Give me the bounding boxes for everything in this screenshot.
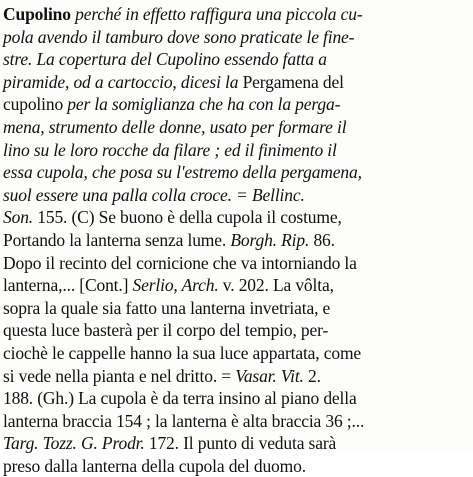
italic-run: mena, strumento delle donne, usato per formare il: [3, 116, 347, 137]
italic-run: piramide, od a cartoccio, dicesi la: [3, 71, 243, 92]
text-line: [3, 319, 469, 342]
text-line: [3, 410, 469, 433]
italic-run: Son.: [3, 207, 34, 228]
italic-run: pola avendo il tamburo dove sono praticate le fine-: [3, 26, 355, 47]
italic-run: Serlio, Arch.: [132, 275, 219, 296]
text-line: [3, 455, 469, 477]
text-line: [3, 48, 469, 71]
italic-run: Targ. Tozz. G. Prodr.: [3, 433, 145, 454]
text-line: [3, 139, 469, 162]
text-run: si vede nella pianta e nel dritto. =: [3, 365, 236, 386]
italic-run: Borgh. Rip.: [230, 229, 310, 250]
text-run: preso dalla lanterna della cupola del duomo.: [3, 455, 306, 476]
italic-run: Bellinc.: [251, 184, 305, 205]
text-line: [3, 274, 469, 297]
text-run: 155. (C) Se buono è della cupola il costume,: [33, 207, 342, 228]
text-run: 86.: [309, 229, 335, 250]
text-run: lanterna braccia 154 ; la lanterna è alta braccia 36 ;...: [3, 410, 365, 431]
italic-run: Vasar. Vit.: [235, 365, 304, 386]
text-line: [3, 3, 469, 26]
text-line: [3, 206, 469, 229]
text-line: [3, 297, 469, 320]
text-run: Portando la lanterna senza lume.: [3, 229, 231, 250]
text-line: [3, 432, 469, 455]
text-line: [3, 116, 469, 139]
headword: Cupolino: [3, 4, 71, 24]
italic-run: lino su le loro rocche da filare ; ed il finimento il: [3, 139, 337, 160]
text-line: [3, 387, 469, 410]
text-line: [3, 365, 469, 388]
text-line: [3, 229, 469, 252]
text-run: 2.: [303, 365, 321, 386]
italic-run: perché in effetto raffigura una piccola cu-: [70, 4, 363, 24]
italic-run: suol essere una palla colla croce. =: [3, 184, 252, 205]
italic-run: stre. La copertura del Cupolino essendo fatta a: [3, 49, 327, 70]
text-line: [3, 342, 469, 365]
italic-run: essa cupola, che posa su l'estremo della pergamena,: [3, 162, 362, 183]
text-run: lanterna,... [Cont.]: [3, 275, 133, 296]
text-run: 188. (Gh.) La cupola è da terra insino al piano della: [3, 388, 357, 409]
text-line: [3, 252, 469, 275]
text-run: ciochè le cappelle hanno la sua luce appartata, come: [3, 342, 362, 363]
italic-run: per la somiglianza che ha con la perga-: [63, 94, 341, 115]
text-run: cupolino: [3, 94, 64, 115]
text-run: Dopo il recinto del cornicione che va intorniando la: [3, 252, 357, 273]
text-line: [3, 71, 469, 94]
text-run: Pergamena del: [242, 71, 344, 92]
text-run: 172. Il punto di veduta sarà: [144, 433, 337, 454]
text-line: [3, 184, 469, 207]
text-line: [3, 93, 469, 116]
text-line: [3, 161, 469, 184]
text-run: sopra la quale sia fatto una lanterna invetriata, e: [3, 297, 331, 318]
dictionary-entry-text: [3, 3, 469, 477]
text-line: [3, 26, 469, 49]
text-run: v. 202. La vôlta,: [218, 275, 334, 296]
text-run: questa luce basterà per il corpo del tempio, per-: [3, 320, 329, 341]
